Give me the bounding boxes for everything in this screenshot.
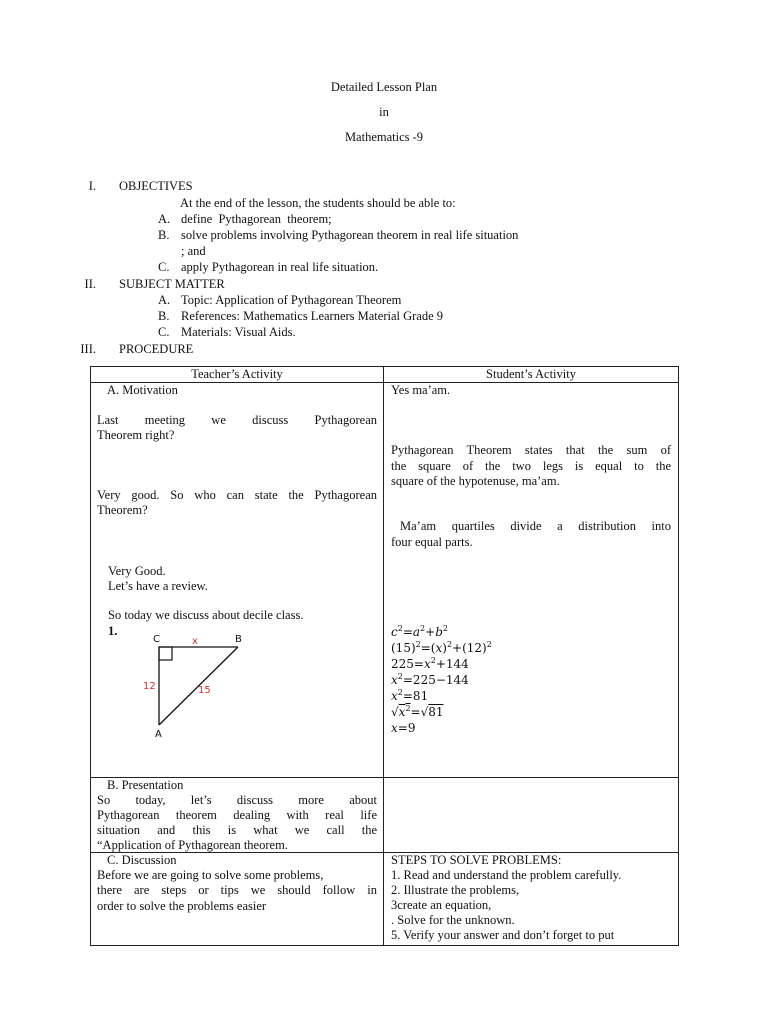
right-angle-marker bbox=[159, 647, 172, 660]
equation-6: $√x^2=√81$ bbox=[391, 704, 444, 719]
objective-text-b: solve problems involving Pythagorean theorem in real life situation bbox=[181, 228, 519, 242]
student-theorem-line-1: Pythagorean Theorem states that the sum of bbox=[391, 443, 671, 457]
motivation-teacher-question-1: Very good. So who can state the Pythagorean bbox=[97, 488, 377, 502]
subject-letter-a: A. bbox=[158, 293, 171, 307]
section-numeral-objectives: I. bbox=[88, 179, 96, 193]
section-heading-objectives: OBJECTIVES bbox=[119, 179, 193, 193]
subject-letter-b: B. bbox=[158, 309, 170, 323]
step-3: 3create an equation, bbox=[391, 898, 492, 912]
motivation-teacher-review: Let’s have a review. bbox=[108, 579, 208, 593]
objectives-intro: At the end of the lesson, the students should be able to: bbox=[180, 196, 456, 210]
equation-2: $(15)^2=(x)^2+(12)^2$ bbox=[391, 640, 492, 655]
column-header-student: Student’s Activity bbox=[486, 367, 576, 381]
presentation-line-3: situation and this is what we call the bbox=[97, 823, 377, 837]
motivation-label: A. Motivation bbox=[107, 383, 178, 397]
document-title: Detailed Lesson Plan bbox=[330, 80, 438, 94]
objective-letter-c: C. bbox=[158, 260, 170, 274]
presentation-label: B. Presentation bbox=[107, 778, 184, 792]
subject-text-c: Materials: Visual Aids. bbox=[181, 325, 296, 339]
equation-7: x=9 bbox=[391, 721, 416, 735]
objective-letter-a: A. bbox=[158, 212, 171, 226]
student-quartiles-line-2: four equal parts. bbox=[391, 535, 473, 549]
objective-text-c: apply Pythagorean in real life situation. bbox=[181, 260, 379, 274]
vertex-c-label: C bbox=[153, 634, 160, 645]
student-theorem-line-2: the square of the two legs is equal to the bbox=[391, 459, 671, 473]
section-heading-procedure: PROCEDURE bbox=[119, 342, 194, 356]
motivation-teacher-today: So today we discuss about decile class. bbox=[108, 608, 304, 622]
side-15-label: 15 bbox=[198, 685, 211, 696]
equation-3: $225=x^2+144$ bbox=[391, 656, 469, 671]
side-x-label: x bbox=[192, 636, 198, 647]
title-connector: in bbox=[379, 105, 389, 119]
step-1: 1. Read and understand the problem carefully. bbox=[391, 868, 622, 882]
right-triangle-figure bbox=[138, 630, 250, 740]
step-5: 5. Verify your answer and don’t forget to put bbox=[391, 928, 615, 942]
section-numeral-subject-matter: II. bbox=[84, 277, 96, 291]
vertex-b-label: B bbox=[235, 634, 242, 645]
student-response-yes: Yes ma’am. bbox=[391, 383, 451, 397]
steps-title: STEPS TO SOLVE PROBLEMS: bbox=[391, 853, 562, 867]
motivation-teacher-question-2: Theorem? bbox=[97, 503, 148, 517]
presentation-line-4: “Application of Pythagorean theorem. bbox=[97, 838, 288, 852]
presentation-line-1: So today, let’s discuss more about bbox=[97, 793, 377, 807]
discussion-line-2: there are steps or tips we should follow in bbox=[97, 883, 377, 897]
objective-letter-b: B. bbox=[158, 228, 170, 242]
subject-text-a: Topic: Application of Pythagorean Theorem bbox=[181, 293, 402, 307]
motivation-teacher-praise: Very Good. bbox=[108, 564, 166, 578]
step-4: . Solve for the unknown. bbox=[391, 913, 515, 927]
table-column-divider bbox=[383, 366, 384, 946]
objective-text-b-continued: ; and bbox=[181, 244, 206, 258]
step-2: 2. Illustrate the problems, bbox=[391, 883, 520, 897]
student-theorem-line-3: square of the hypotenuse, ma’am. bbox=[391, 474, 560, 488]
section-numeral-procedure: III. bbox=[80, 342, 96, 356]
discussion-label: C. Discussion bbox=[107, 853, 177, 867]
motivation-teacher-line-1: Last meeting we discuss Pythagorean bbox=[97, 413, 377, 427]
equation-1: $c^2=a^2+b^2$ bbox=[391, 624, 448, 639]
objective-text-a: define Pythagorean theorem; bbox=[181, 212, 332, 226]
item-number: 1. bbox=[108, 624, 118, 638]
motivation-teacher-line-2: Theorem right? bbox=[97, 428, 175, 442]
presentation-line-2: Pythagorean theorem dealing with real life bbox=[97, 808, 377, 822]
vertex-a-label: A bbox=[155, 729, 162, 740]
side-12-label: 12 bbox=[143, 681, 156, 692]
student-quartiles-line-1: Ma’am quartiles divide a distribution into bbox=[400, 519, 671, 533]
section-heading-subject-matter: SUBJECT MATTER bbox=[119, 277, 225, 291]
subject-letter-c: C. bbox=[158, 325, 170, 339]
equation-5: $x^2=81$ bbox=[391, 688, 429, 703]
discussion-line-1: Before we are going to solve some problems, bbox=[97, 868, 324, 882]
discussion-line-3: order to solve the problems easier bbox=[97, 899, 267, 913]
subject-text-b: References: Mathematics Learners Material Grade 9 bbox=[181, 309, 444, 323]
equation-4: $x^2=225-144$ bbox=[391, 672, 469, 687]
document-subject: Mathematics -9 bbox=[344, 130, 424, 144]
column-header-teacher: Teacher’s Activity bbox=[191, 367, 283, 381]
